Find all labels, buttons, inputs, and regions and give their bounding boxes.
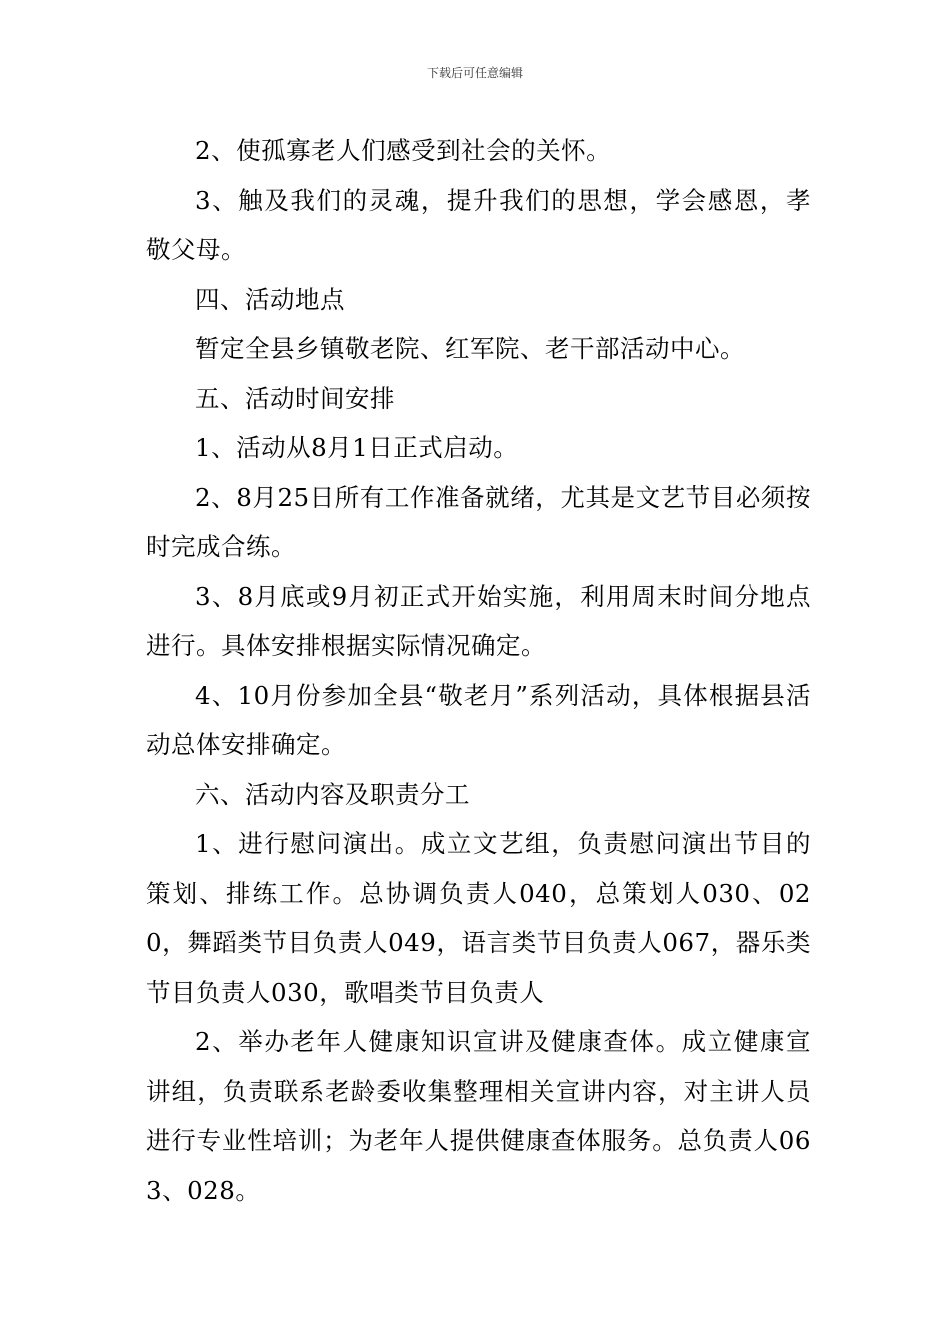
paragraph-schedule-1: 1、活动从8月1日正式启动。: [195, 433, 519, 462]
paragraph-location: 暂定全县乡镇敬老院、红军院、老干部活动中心。: [195, 334, 745, 363]
paragraph-goal-3: 3、触及我们的灵魂，提升我们的思想，学会感恩，孝敬父母。: [146, 185, 811, 264]
page-header: 下载后可任意编辑: [426, 66, 523, 80]
paragraph-schedule-2: 2、8月25日所有工作准备就绪，尤其是文艺节目必须按时完成合练。: [146, 482, 811, 561]
paragraph-schedule-4: 4、10月份参加全县“敬老月”系列活动，具体根据县活动总体安排确定。: [146, 680, 811, 759]
paragraph-schedule-3: 3、8月底或9月初正式开始实施，利用周末时间分地点进行。具体安排根据实际情况确定。: [146, 581, 811, 660]
section-heading-schedule: 五、活动时间安排: [195, 383, 395, 413]
paragraph-goal-2: 2、使孤寡老人们感受到社会的关怀。: [195, 136, 612, 165]
document-body: [146, 126, 811, 1215]
section-heading-location: 四、活动地点: [195, 284, 345, 314]
section-heading-content: 六、活动内容及职责分工: [195, 779, 470, 809]
paragraph-content-1: 1、进行慰问演出。成立文艺组，负责慰问演出节目的策划、排练工作。总协调负责人040，总策划人030、020，舞蹈类节目负责人049，语言类节目负责人067，器乐类节目负责人030，歌唱类节目负责人: [146, 829, 811, 1007]
paragraph-content-2: 2、举办老年人健康知识宣讲及健康查体。成立健康宣讲组，负责联系老龄委收集整理相关宣讲内容，对主讲人员进行专业性培训；为老年人提供健康查体服务。总负责人063、028。: [146, 1027, 811, 1205]
